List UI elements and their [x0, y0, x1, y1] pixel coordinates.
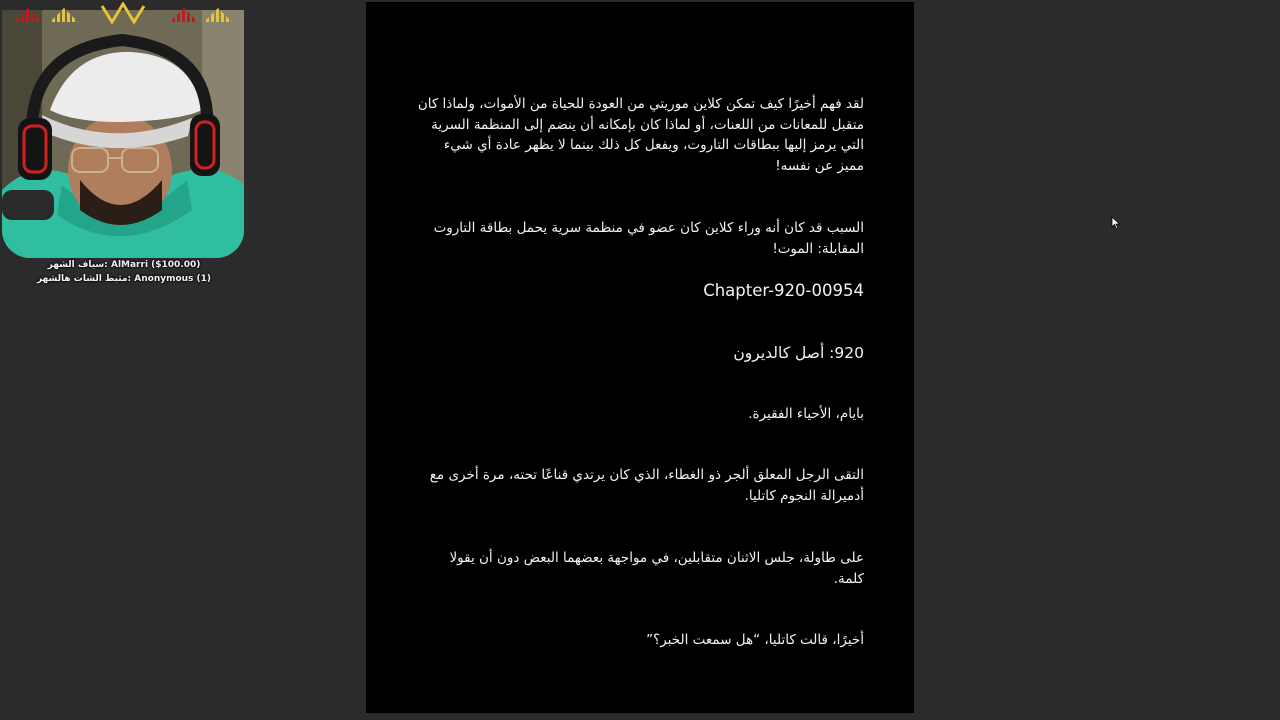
- crown-icon: [100, 2, 146, 26]
- donation-list: [0, 258, 248, 286]
- intro-paragraph: [416, 218, 864, 259]
- paragraph-text: على طاولة، جلس الاثنان متقابلين، في مواجهة بعضهما البعض دون أن يقولا كلمة.: [449, 550, 864, 587]
- paragraph-text: لقد فهم أخيرًا كيف تمكن كلاين موريتي من العودة للحياة من الأموات، ولماذا كان متقبل للمعانات من اللعنات، أو لماذا كان بإمكانه أن ينضم إلى المنظمة السرية التي يرمز إليها ببطاقات التاروت، ويفعل كل ذلك بينما لا يظهر عادة أي شيء مميز عن نفسه!: [417, 96, 864, 174]
- overlay-decoration: [0, 2, 248, 24]
- chapter-id: Chapter-920-00954: [703, 281, 864, 300]
- donation-line: سياف الشهر: AlMarri ($100.00): [47, 260, 201, 270]
- paragraph-text: أخيرًا، قالت كاتليا، “هل سمعت الخبر؟”: [646, 632, 864, 648]
- donation-line: مثبط الشات هالشهر: Anonymous (1): [36, 274, 212, 284]
- chapter-title: 920: أصل كالديرون: [733, 344, 864, 362]
- paragraph-text: بايام، الأحياء الفقيرة.: [748, 406, 864, 422]
- paragraph-text: السبب قد كان أنه وراء كلاين كان عضو في منظمة سرية يحمل بطاقة التاروت المقابلة: الموت!: [433, 220, 864, 257]
- webcam-video: [2, 10, 244, 258]
- novel-page: [366, 2, 914, 713]
- streamer-webcam: [0, 0, 248, 284]
- intro-paragraph: [416, 94, 864, 176]
- mouse-cursor-icon: [1111, 216, 1121, 230]
- paragraph-text: التقى الرجل المعلق ألجر ذو الغطاء، الذي كان يرتدي قناعًا تحته، مرة أخرى مع أدميرالة النجوم كاتليا.: [429, 467, 864, 504]
- streamer-image: [2, 10, 244, 258]
